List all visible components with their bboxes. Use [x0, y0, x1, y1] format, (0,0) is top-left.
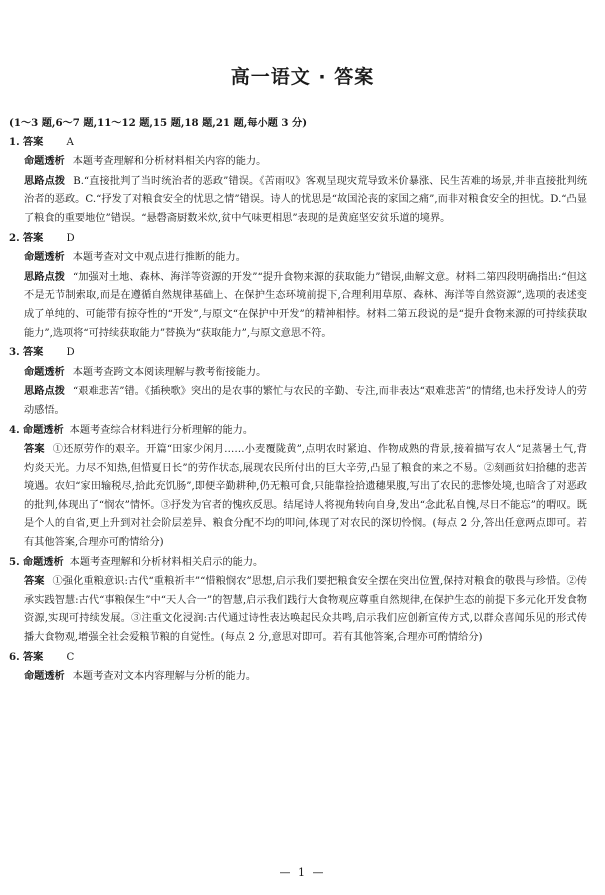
question-2-intent — [9, 248, 587, 268]
intent-text: 本题考查对文本内容理解与分析的能力。 — [72, 671, 257, 683]
question-2 — [9, 229, 587, 344]
page-title: 高一语文 · 答案 — [230, 66, 375, 88]
analysis-label: 思路点拨 — [24, 270, 65, 283]
question-6 — [9, 648, 587, 687]
intent-label: 命题透析 — [24, 251, 65, 264]
question-1-answer — [9, 133, 587, 153]
intent-text: 本题考查对文中观点进行推断的能力。 — [72, 252, 246, 264]
answer-label: 答案 — [24, 575, 45, 588]
intent-label: 命题透析 — [24, 365, 65, 378]
answer-label: 答案 — [22, 135, 44, 148]
question-number: 4. — [9, 423, 20, 436]
intent-text: 本题考查跨文本阅读理解与教考衔接能力。 — [72, 366, 267, 378]
question-5 — [9, 553, 587, 648]
intent-text: 本题考查综合材料进行分析理解的能力。 — [69, 424, 254, 436]
question-6-answer — [9, 648, 587, 668]
question-4-answer — [9, 440, 587, 553]
question-6-intent — [9, 667, 587, 687]
question-2-analysis — [9, 268, 587, 343]
question-number: 5. — [9, 555, 20, 568]
answer-value: C — [66, 651, 75, 663]
question-number: 3. — [9, 346, 20, 359]
question-4 — [9, 421, 587, 553]
question-number: 2. — [9, 231, 20, 244]
analysis-label: 思路点拨 — [24, 174, 66, 187]
answer-value: A — [66, 136, 74, 148]
answer-label: 答案 — [22, 346, 44, 359]
analysis-text: “艰难悲苦”错。《插秧歌》突出的是农事的繁忙与农民的辛勤、专注,而非表达“艰难悲苦”的情绪,也未抒发诗人的劳动感悟。 — [24, 386, 587, 416]
intent-text: 本题考查理解和分析材料相关启示的能力。 — [69, 556, 264, 568]
question-1 — [9, 133, 587, 229]
answer-value: D — [66, 232, 75, 244]
answer-label: 答案 — [24, 443, 45, 456]
question-4-intent — [9, 421, 587, 441]
analysis-text: “加强对土地、森林、海洋等资源的开发”“提升食物来源的获取能力”错误,曲解文意。材料二第四段明确指出:“但这不是无节制索取,而是在遵循自然规律基础上、在保护生态环境前提下,合理利用草原、森林、海洋等自然资源”,选项的表述变成了单纯的、可能带有掠夺性的“开发”,与原文“在保护中开发”的精神相悖。材料二第五段说的是“提升食物来源的可持续获取能力”,选项将“可持续获取能力”替换为“获取能力”,与原文意思不符。 — [24, 271, 587, 339]
question-1-intent — [9, 152, 587, 172]
intent-label: 命题透析 — [22, 555, 64, 568]
answer-text: ①还原劳作的艰辛。开篇“田家少闲月……小麦覆陇黄”,点明农时紧迫、作物成熟的背景,接着描写农人“足蒸暑土气,背灼炎天光。力尽不知热,但惜夏日长”的劳作状态,展现农民所付出的巨大辛劳,凸显了粮食的来之不易。②刻画贫妇拾穗的悲苦境遇。农妇“家田输税尽,拾此充饥肠”,即便辛勤耕种,仍无粮可食,只能靠捡拾遗穗果腹,写出了农民的悲惨处境,也暗含了对恶政的批判,体现出了“悯农”情怀。③抒发为官者的愧疚反思。结尾诗人将视角转向自身,发出“念此私自愧,尽日不能忘”的喟叹。既是个人的自省,更上升到对社会阶层差异、粮食分配不均的叩问,体现了对农民的深切怜悯。(每点 2 分,答出任意两点即可。若有其他答案,合理亦可酌情给分) — [24, 444, 587, 549]
analysis-label: 思路点拨 — [24, 385, 65, 398]
intent-text: 本题考查理解和分析材料相关内容的能力。 — [72, 156, 267, 168]
question-3 — [9, 343, 587, 420]
question-2-answer — [9, 229, 587, 249]
answer-label: 答案 — [22, 650, 44, 663]
question-3-answer — [9, 343, 587, 363]
analysis-text: B.“直接批判了当时统治者的恶政”错误。《苦雨叹》客观呈现灾荒导致米价暴涨、民生苦难的场景,并非直接批判统治者的恶政。C.“抒发了对粮食安全的忧思之情”错误。诗人的忧思是“故国沦丧的家国之痛”,而非对粮食安全的担忧。D.“凸显了粮食的重要地位”错误。“悬磬斋厨数米炊,贫中气味更相思”表现的是黄庭坚安贫乐道的境界。 — [24, 175, 588, 224]
question-number: 6. — [9, 650, 20, 663]
question-number: 1. — [9, 135, 20, 148]
page-number: — 1 — — [279, 866, 326, 879]
scoring-note: (1～3 题,6～7 题,11～12 题,15 题,18 题,21 题,每小题 3 分) — [9, 117, 308, 129]
intent-label: 命题透析 — [24, 670, 65, 683]
question-3-analysis — [9, 382, 587, 420]
question-3-intent — [9, 363, 587, 383]
answer-value: D — [66, 347, 75, 359]
question-5-intent — [9, 553, 587, 573]
intent-label: 命题透析 — [22, 423, 64, 436]
answer-content — [9, 114, 587, 687]
intent-label: 命题透析 — [24, 155, 65, 168]
question-5-answer — [9, 572, 587, 647]
question-1-analysis — [9, 172, 587, 229]
answer-label: 答案 — [22, 231, 44, 244]
answer-text: ①强化重粮意识:古代“重粮祈丰”“惜粮悯农”思想,启示我们要把粮食安全摆在突出位置,保持对粮食的敬畏与珍惜。②传承实践智慧:古代“事粮保生”中“天人合一”的智慧,启示我们践行大食物观应尊重自然规律,在保护生态的前提下多元化开发食物资源,实现可持续发展。③注重文化浸润:古代通过诗性表达唤起民众共鸣,启示我们应创新宣传方式,以群众喜闻乐见的形式传播大食物观,增强全社会爱粮节粮的自觉性。(每点 2 分,意思对即可。若有其他答案,合理亦可酌情给分) — [24, 576, 587, 644]
